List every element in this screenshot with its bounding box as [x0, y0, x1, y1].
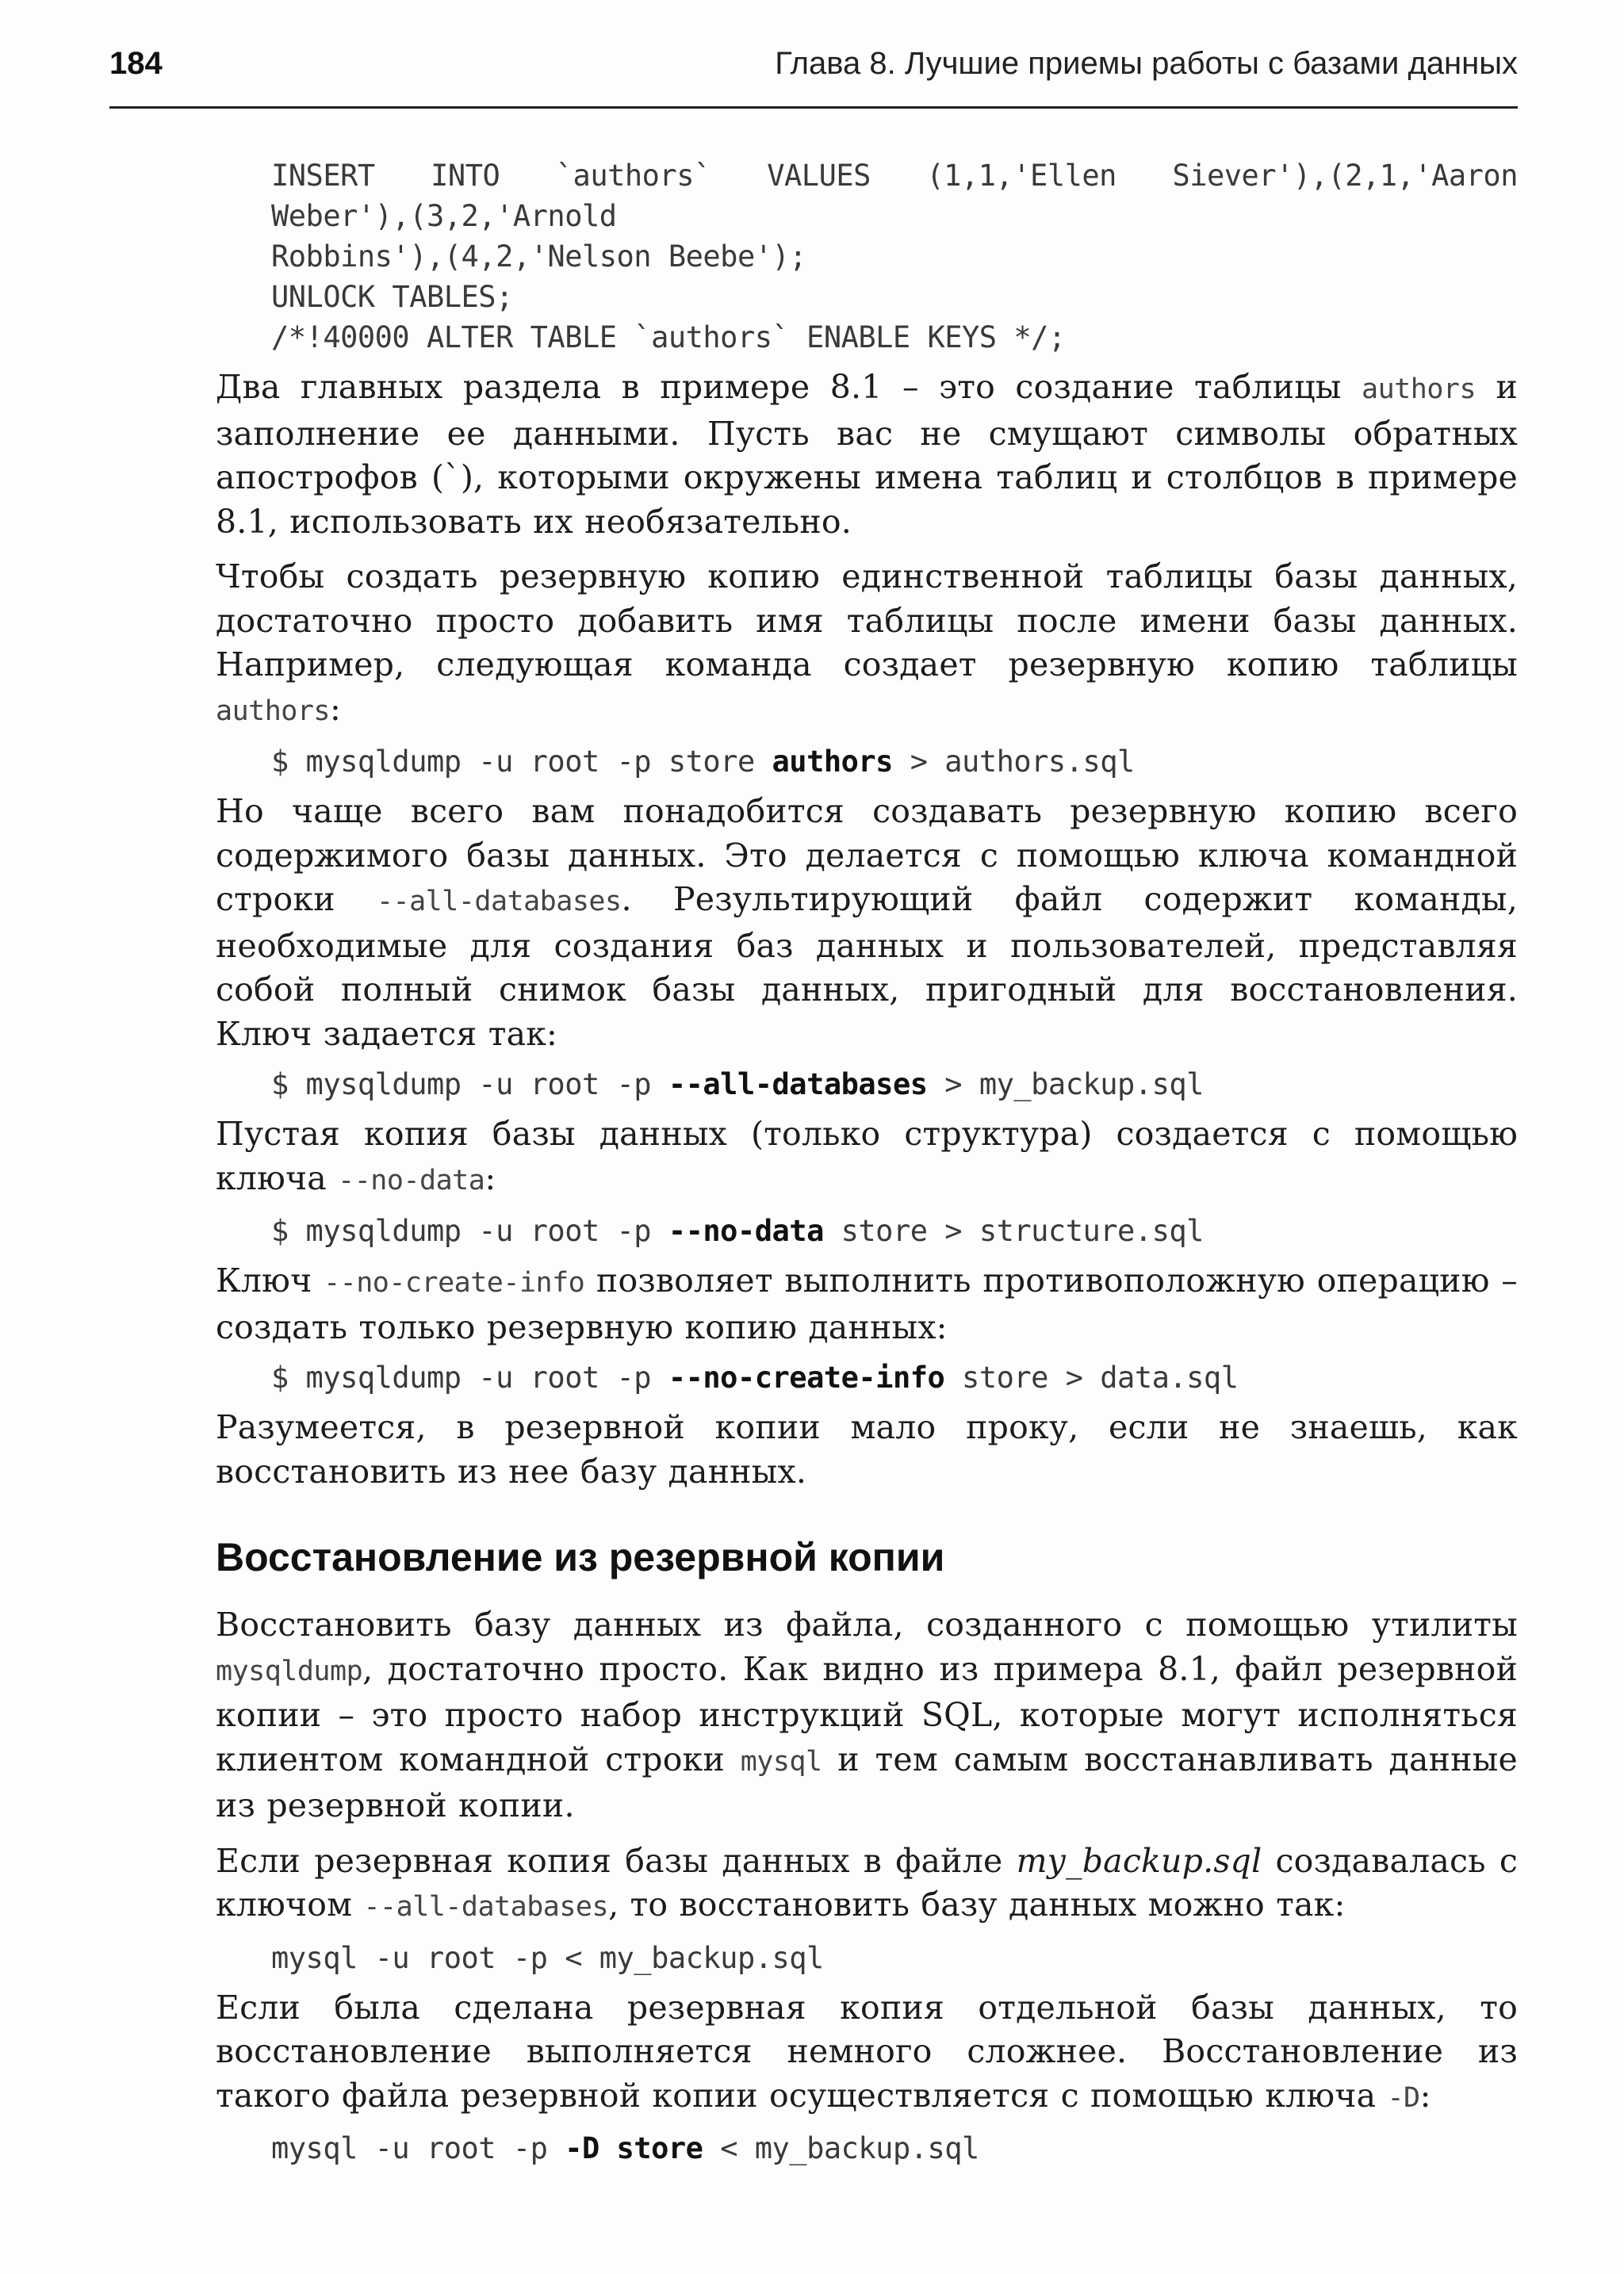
inline-code: --no-data [338, 1164, 485, 1196]
inline-code: mysqldump [216, 1655, 363, 1687]
code-line: Robbins'),(4,2,'Nelson Beebe'); [271, 239, 807, 274]
inline-code: mysql [740, 1745, 822, 1778]
code-line [216, 155, 1518, 196]
section-heading: Восстановление из резервной копии [216, 1535, 945, 1579]
command-line: $ mysqldump -u root -p store authors > authors.sql [271, 745, 1135, 779]
code-token: INSERT [271, 159, 375, 193]
paragraph: Разумеется, в резервной копии мало проку, если не знаешь, как восстановить из нее базу данных. [216, 1408, 1518, 1491]
paragraph: Но чаще всего вам понадобится создавать резервную копию всего содержимого базы данных. Это делается с помощью ключа командной строки --all-databases. Результирующий файл содержит команды, необходимые для создания баз данных и пользователей, представляя собой полный снимок базы данных, пригодный для восстановления. Ключ задается так: [216, 792, 1518, 1053]
code-line: Weber'),(3,2,'Arnold [271, 199, 617, 233]
chapter-title: Глава 8. Лучшие приемы работы с базами данных [775, 46, 1518, 81]
paragraph: Если резервная копия базы данных в файле my_backup.sql создавалась с ключом --all-databases, то восстановить базу данных можно так: [216, 1841, 1519, 1924]
command-line: $ mysqldump -u root -p --all-databases > my_backup.sql [271, 1067, 1204, 1101]
running-header [109, 46, 1518, 92]
command-line: $ mysqldump -u root -p --no-data store > structure.sql [271, 1214, 1204, 1248]
inline-code: --all-databases [363, 1891, 609, 1923]
code-token: `authors` [555, 159, 711, 193]
inline-code: -D [1387, 2081, 1420, 2114]
code-token: VALUES [767, 159, 871, 193]
paragraph: Если была сделана резервная копия отдельной базы данных, то восстановление выполняется немного сложнее. Восстановление из такого файла резервной копии осуществляется с помощью ключа -D: [216, 1988, 1518, 2115]
inline-code: authors [216, 695, 331, 727]
paragraph: Чтобы создать резервную копию единственной таблицы базы данных, достаточно просто добавить имя таблицы после имени базы данных. Например, следующая команда создает резервную копию таблицы authors: [216, 557, 1518, 728]
inline-code: --no-create-info [324, 1267, 585, 1299]
paragraph: Пустая копия базы данных (только структура) создается с помощью ключа --no-data: [216, 1115, 1518, 1197]
paragraph: Ключ --no-create-info позволяет выполнить противоположную операцию – создать только резервную копию данных: [216, 1261, 1518, 1346]
inline-code: --all-databases [376, 886, 622, 917]
code-token: Siever'),(2,1,'Aaron [1172, 159, 1518, 193]
page-number: 184 [109, 46, 163, 81]
code-line: /*!40000 ALTER TABLE `authors` ENABLE KEYS */; [271, 320, 1066, 354]
paragraph: Два главных раздела в примере 8.1 – это создание таблицы authors и заполнение ее данными. Пусть вас не смущают символы обратных апострофов (`), которыми окружены имена таблиц и столбцов в примере 8.1, использовать их необязательно. [216, 368, 1518, 541]
code-listing-insert [216, 155, 1518, 358]
code-token: (1,1,'Ellen [926, 159, 1116, 193]
inline-code: authors [1362, 373, 1477, 405]
code-token: INTO [431, 159, 500, 193]
file-name: my_backup.sql [1016, 1841, 1262, 1880]
header-rule [109, 106, 1518, 109]
paragraph: Восстановить базу данных из файла, созданного с помощью утилиты mysqldump, достаточно просто. Как видно из примера 8.1, файл резервной копии – это просто набор инструкций SQL, которые могут исполняться клиентом командной строки mysql и тем самым восстанавливать данные из резервной копии. [216, 1606, 1518, 1824]
command-line: mysql -u root -p < my_backup.sql [271, 1940, 824, 1975]
command-line: mysql -u root -p -D store < my_backup.sql [271, 2131, 979, 2165]
command-line: $ mysqldump -u root -p --no-create-info store > data.sql [271, 1361, 1239, 1395]
page-body [216, 155, 1518, 2169]
code-line: UNLOCK TABLES; [271, 280, 513, 314]
